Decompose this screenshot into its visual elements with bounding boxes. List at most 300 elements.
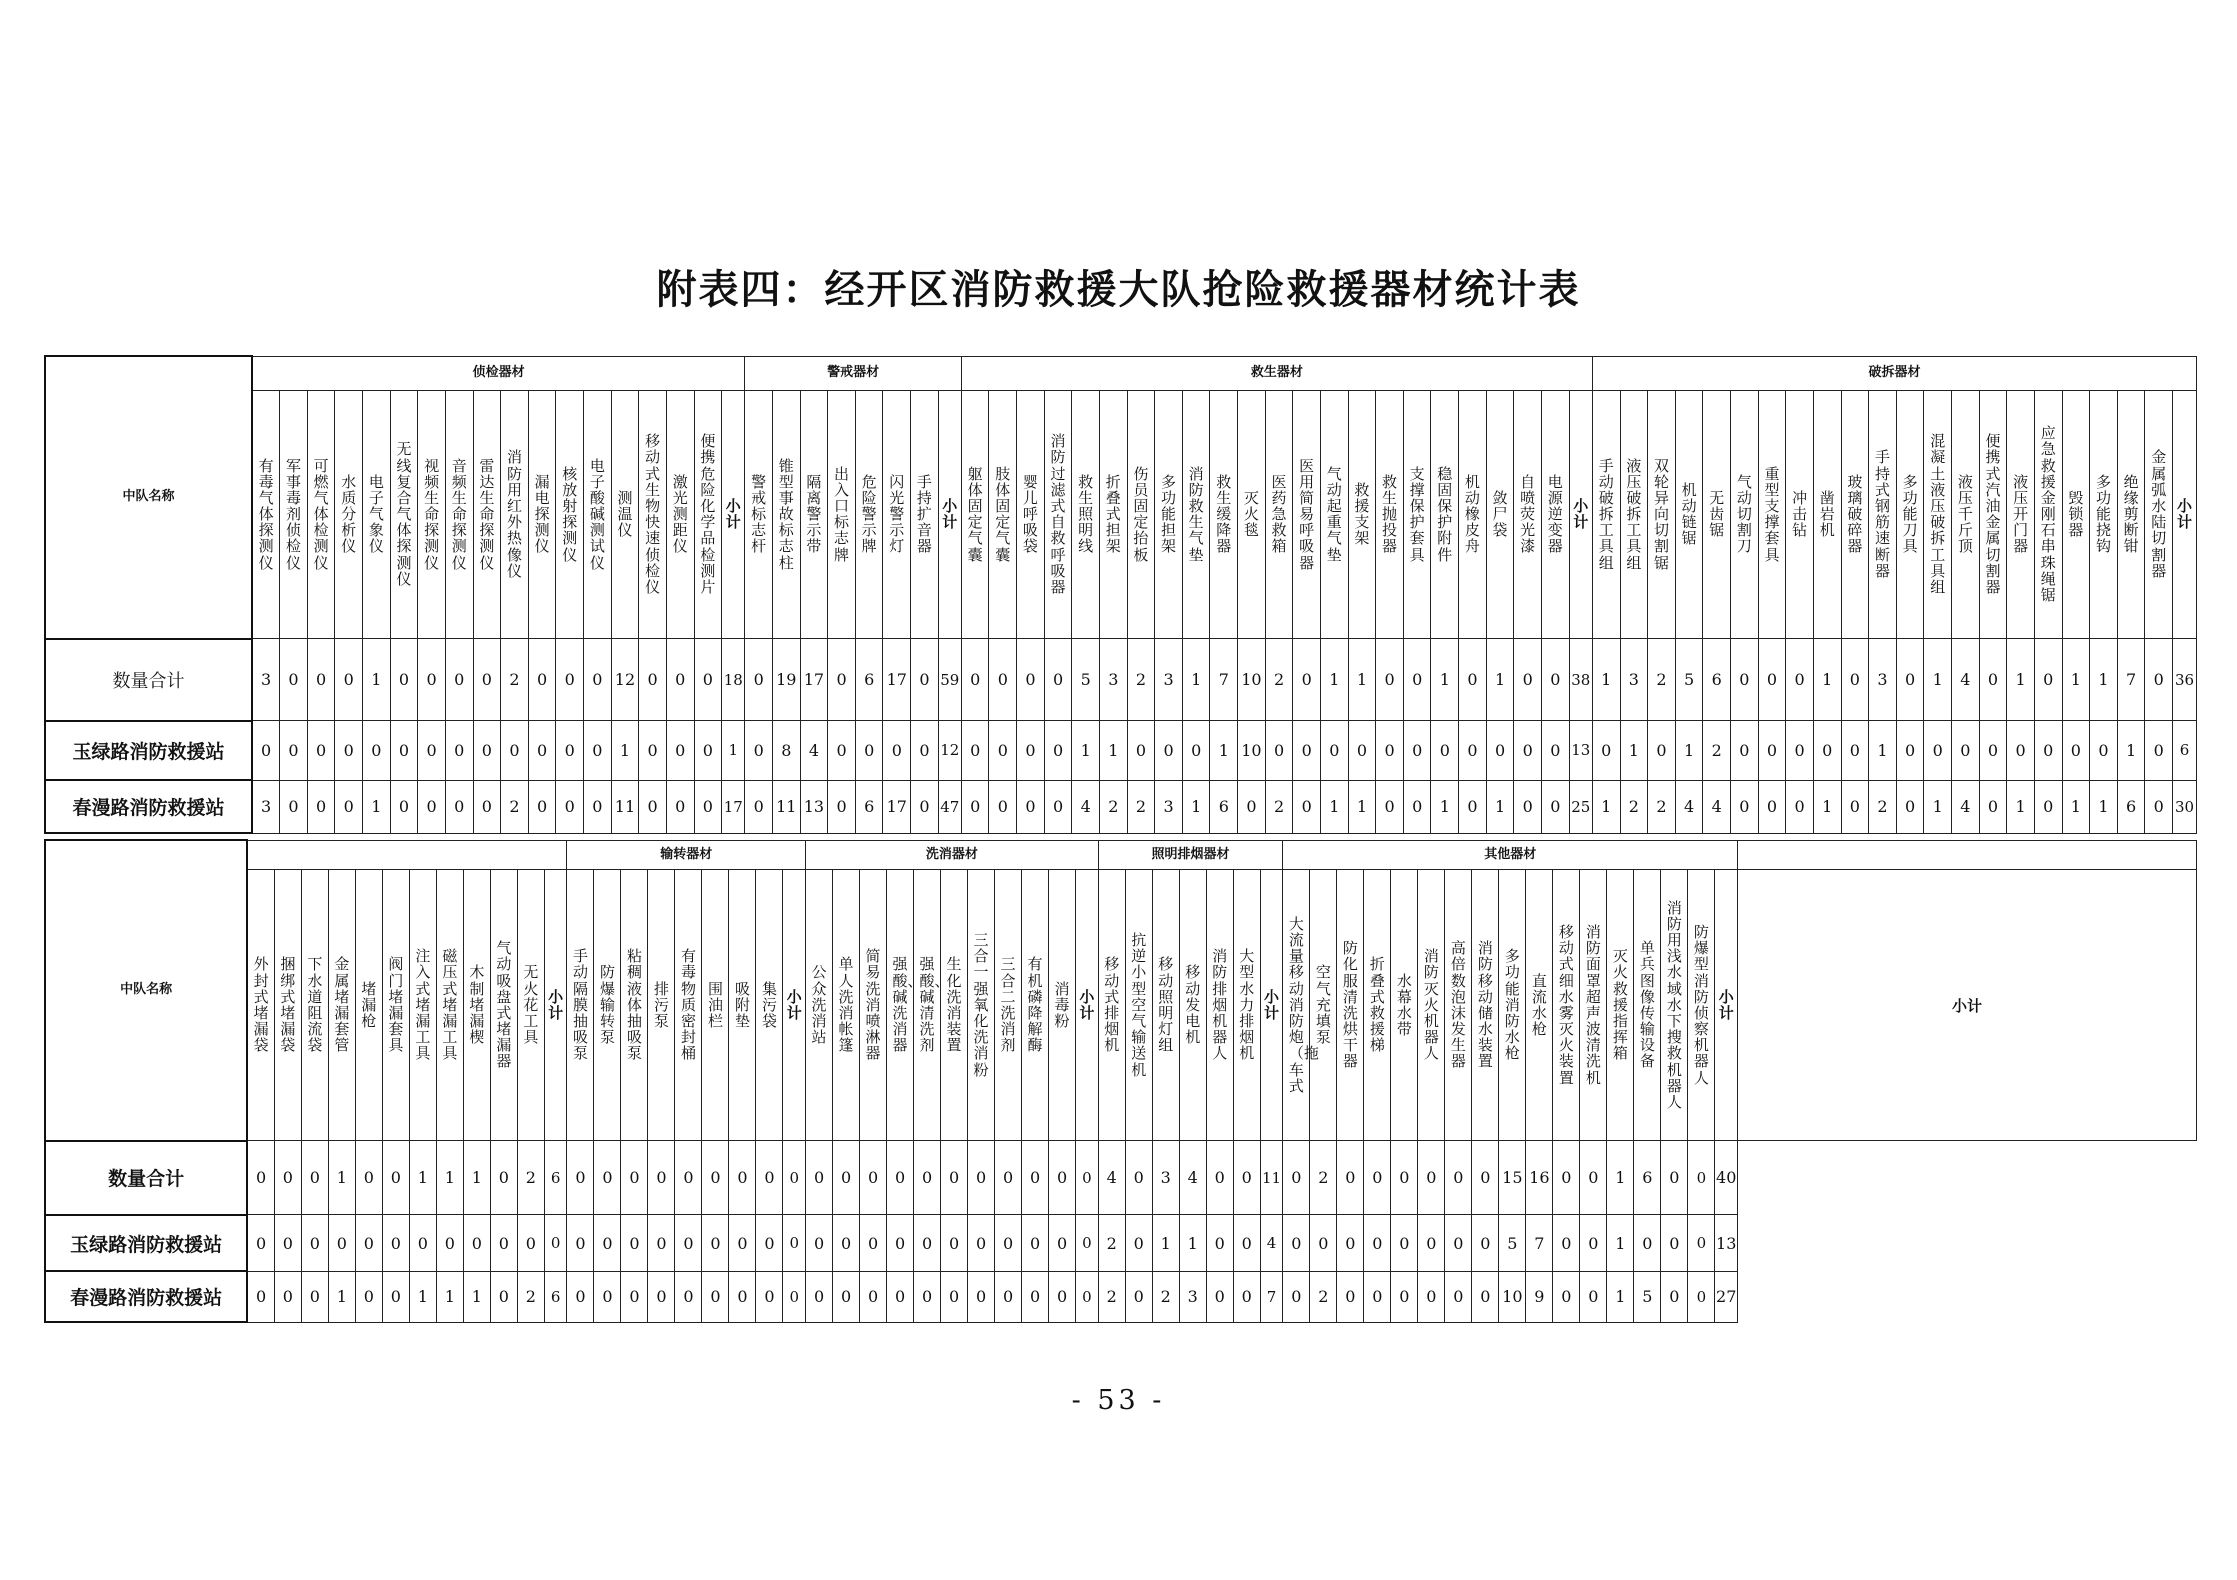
value-cell: 0 (1293, 639, 1321, 721)
value-cell: 3 (1155, 780, 1183, 833)
column-header-label: 抗逆小型空气输送机 (1131, 931, 1147, 1079)
column-header (556, 390, 584, 638)
value-cell: 0 (887, 1215, 914, 1272)
value-cell: 0 (390, 780, 418, 833)
subtotal-cell: 6 (544, 1141, 567, 1215)
value-cell: 0 (355, 1271, 382, 1322)
value-cell: 0 (911, 639, 939, 721)
value-cell: 0 (1127, 721, 1155, 781)
column-header (1979, 390, 2007, 638)
value-cell: 10 (1499, 1271, 1526, 1322)
value-cell: 0 (2145, 780, 2173, 833)
value-cell: 2 (1310, 1271, 1337, 1322)
column-header (1661, 870, 1688, 1141)
column-header-label: 吸附垫 (734, 979, 750, 1030)
subtotal-header-label: 小计 (1573, 496, 1589, 532)
page-number: - 53 - (1071, 1385, 1166, 1416)
value-cell: 0 (2034, 721, 2062, 781)
value-cell: 0 (729, 1141, 756, 1215)
value-cell: 1 (409, 1271, 436, 1322)
column-header (1125, 870, 1152, 1141)
value-cell: 0 (2145, 639, 2173, 721)
subtotal-header (1569, 390, 1592, 638)
column-header (490, 870, 517, 1141)
column-header (1418, 870, 1445, 1141)
row-header: 中队名称 (45, 356, 252, 639)
group-header-blank (1738, 840, 2197, 870)
column-header (1445, 870, 1472, 1141)
value-cell: 10 (1238, 721, 1266, 781)
value-cell: 11 (611, 780, 639, 833)
value-cell: 0 (445, 780, 473, 833)
station-name: 春漫路消防救援站 (45, 780, 252, 833)
value-cell: 0 (594, 1215, 621, 1272)
column-header (1099, 390, 1127, 638)
column-header (436, 870, 463, 1141)
group-header: 照明排烟器材 (1098, 840, 1283, 870)
column-header (675, 870, 702, 1141)
value-cell: 0 (1758, 639, 1786, 721)
column-header (1703, 390, 1731, 638)
column-header (806, 870, 833, 1141)
column-header (1553, 870, 1580, 1141)
column-header-label: 消防用浅水域水下搜救机器人 (1666, 898, 1682, 1111)
column-header-label: 敛尸袋 (1492, 488, 1508, 540)
column-header-label: 便携危险化学品检测片 (700, 432, 716, 596)
column-header (860, 870, 887, 1141)
column-header-label: 消防移动储水装置 (1477, 939, 1493, 1071)
subtotal-cell: 0 (1076, 1141, 1099, 1215)
column-header-label: 金属堵漏套管 (334, 955, 350, 1055)
column-header-label: 玻璃破碎器 (1847, 472, 1863, 556)
value-cell: 0 (1924, 721, 1952, 781)
column-header (1155, 390, 1183, 638)
subtotal-cell: 12 (938, 721, 961, 781)
column-header-label: 高倍数泡沫发生器 (1450, 939, 1466, 1071)
subtotal-cell: 36 (2173, 639, 2197, 721)
value-cell: 0 (247, 1215, 274, 1272)
column-header-label: 手动破拆工具组 (1598, 456, 1614, 572)
column-header-label: 躯体固定气囊 (967, 464, 983, 564)
column-header (648, 870, 675, 1141)
table-row (45, 780, 2197, 833)
value-cell: 2 (1648, 639, 1676, 721)
column-header (989, 390, 1017, 638)
value-cell: 0 (911, 780, 939, 833)
column-header-label: 电源逆变器 (1547, 472, 1563, 556)
value-cell: 6 (855, 780, 883, 833)
value-cell: 0 (666, 721, 694, 781)
value-cell: 2 (501, 639, 529, 721)
value-cell: 0 (567, 1215, 594, 1272)
column-header-label: 双轮异向切割锯 (1653, 456, 1669, 572)
value-cell: 0 (914, 1271, 941, 1322)
column-header-label: 水质分析仪 (341, 472, 357, 556)
column-header (1391, 870, 1418, 1141)
value-cell: 4 (1072, 780, 1100, 833)
column-header-label: 灭火毯 (1243, 488, 1259, 540)
value-cell: 0 (1238, 780, 1266, 833)
value-cell: 0 (989, 780, 1017, 833)
column-header (473, 390, 501, 638)
column-header (1431, 390, 1459, 638)
value-cell: 0 (1125, 1141, 1152, 1215)
column-header-label: 无齿锯 (1709, 488, 1725, 540)
column-header (1283, 870, 1319, 1141)
value-cell: 0 (828, 639, 856, 721)
value-cell: 1 (1607, 1215, 1634, 1272)
column-header-label: 防爆输转泵 (599, 963, 615, 1047)
column-header (666, 390, 694, 638)
value-cell: 0 (1293, 780, 1321, 833)
value-cell: 0 (887, 1271, 914, 1322)
value-cell: 0 (328, 1215, 355, 1272)
value-cell: 2 (1098, 1271, 1125, 1322)
value-cell: 0 (528, 721, 556, 781)
value-cell: 0 (1841, 721, 1869, 781)
column-header-label: 自喷荧光漆 (1520, 472, 1536, 556)
column-header-label: 排污泵 (653, 979, 669, 1030)
value-cell: 0 (1813, 721, 1841, 781)
group-header: 破拆器材 (1592, 356, 2196, 390)
column-header (2117, 390, 2145, 638)
column-header (1731, 390, 1759, 638)
value-cell: 0 (961, 639, 989, 721)
equipment-table-top (44, 355, 2197, 834)
column-header (1152, 870, 1179, 1141)
column-header (1376, 390, 1404, 638)
subtotal-header-label: 小计 (548, 987, 564, 1022)
column-header-label: 有机磷降解酶 (1027, 955, 1043, 1055)
value-cell: 0 (675, 1141, 702, 1215)
value-cell: 0 (1731, 639, 1759, 721)
value-cell: 0 (968, 1141, 995, 1215)
value-cell: 0 (828, 721, 856, 781)
column-header-label: 水幕水带 (1396, 971, 1412, 1039)
column-header (584, 390, 612, 638)
column-header (363, 390, 391, 638)
value-cell: 0 (382, 1215, 409, 1272)
value-cell: 1 (1675, 721, 1703, 781)
value-cell: 0 (1979, 639, 2007, 721)
column-header (1634, 870, 1661, 1141)
value-cell: 0 (1786, 721, 1814, 781)
value-cell: 0 (335, 639, 363, 721)
value-cell: 0 (247, 1141, 274, 1215)
total-cell: 13 (1715, 1215, 1738, 1272)
value-cell: 1 (1486, 639, 1514, 721)
subtotal-header (938, 390, 961, 638)
value-cell: 0 (1486, 721, 1514, 781)
value-cell: 2 (1310, 1141, 1337, 1215)
value-cell: 3 (1620, 639, 1648, 721)
value-cell: 0 (1418, 1215, 1445, 1272)
column-header (1044, 390, 1072, 638)
value-cell: 0 (355, 1141, 382, 1215)
value-cell: 0 (301, 1215, 328, 1272)
column-header (1869, 390, 1897, 638)
column-header-label: 移动式生物快速侦检仪 (645, 432, 661, 596)
column-header-label: 外封式堵漏袋 (253, 955, 269, 1055)
column-header (1049, 870, 1076, 1141)
column-header (729, 870, 756, 1141)
column-header (1017, 390, 1045, 638)
value-cell: 0 (307, 639, 335, 721)
value-cell: 1 (1152, 1215, 1179, 1272)
column-header (1758, 390, 1786, 638)
value-cell: 0 (621, 1141, 648, 1215)
column-header-label: 移动发电机 (1185, 963, 1201, 1047)
column-header (611, 390, 639, 638)
value-cell: 0 (355, 1215, 382, 1272)
value-cell: 0 (914, 1141, 941, 1215)
subtotal-header-label: 小计 (2177, 496, 2193, 532)
value-cell: 0 (621, 1271, 648, 1322)
value-cell: 2 (1265, 639, 1293, 721)
value-cell: 17 (883, 639, 911, 721)
column-header (328, 870, 355, 1141)
group-header-row (45, 356, 2197, 390)
column-header (382, 870, 409, 1141)
value-cell: 0 (702, 1271, 729, 1322)
value-cell: 2 (1265, 780, 1293, 833)
value-cell: 0 (694, 721, 722, 781)
column-header-label: 磁压式堵漏工具 (442, 947, 458, 1063)
table-row (45, 721, 2197, 781)
value-cell: 0 (1376, 721, 1404, 781)
subtotal-header-label: 小计 (942, 496, 958, 532)
value-cell: 1 (2062, 639, 2090, 721)
value-cell: 0 (1265, 721, 1293, 781)
column-header-label: 婴儿呼吸袋 (1022, 472, 1038, 556)
value-cell: 0 (1592, 721, 1620, 781)
value-cell: 3 (1099, 639, 1127, 721)
value-cell: 0 (806, 1271, 833, 1322)
column-header-label: 消防灭火机器人 (1423, 947, 1439, 1063)
column-header-label: 折叠式担架 (1105, 472, 1121, 556)
value-cell: 1 (1592, 780, 1620, 833)
value-cell: 1 (2007, 780, 2035, 833)
value-cell: 0 (995, 1141, 1022, 1215)
value-cell: 0 (1786, 780, 1814, 833)
value-cell: 5 (1675, 639, 1703, 721)
column-header-label: 移动式排烟机 (1104, 955, 1120, 1055)
value-cell: 1 (2090, 780, 2118, 833)
value-cell: 0 (745, 721, 773, 781)
column-header (594, 870, 621, 1141)
value-cell: 0 (556, 780, 584, 833)
value-cell: 0 (729, 1215, 756, 1272)
value-cell: 0 (1758, 780, 1786, 833)
column-header-label: 测温仪 (617, 488, 633, 540)
value-cell: 0 (1418, 1271, 1445, 1322)
column-header (1472, 870, 1499, 1141)
value-cell: 0 (1233, 1215, 1260, 1272)
value-cell: 0 (1403, 639, 1431, 721)
column-header (745, 390, 773, 638)
value-cell: 0 (1472, 1141, 1499, 1215)
column-header-label: 多功能担架 (1161, 472, 1177, 556)
value-cell: 0 (941, 1141, 968, 1215)
column-header-label: 多功能刀具 (1902, 472, 1918, 556)
value-cell: 5 (1072, 639, 1100, 721)
value-cell: 0 (860, 1215, 887, 1272)
column-header (1022, 870, 1049, 1141)
value-cell: 0 (883, 721, 911, 781)
column-header-label: 电子酸碱测试仪 (589, 456, 605, 572)
value-cell: 0 (2034, 639, 2062, 721)
subtotal-cell: 17 (722, 780, 745, 833)
column-header-label: 公众洗消站 (811, 963, 827, 1047)
value-cell: 1 (1620, 721, 1648, 781)
value-cell: 2 (517, 1141, 544, 1215)
column-header-label: 警戒标志杆 (751, 472, 767, 556)
column-header (1403, 390, 1431, 638)
value-cell: 4 (800, 721, 828, 781)
subtotal-cell: 18 (722, 639, 745, 721)
value-cell: 12 (611, 639, 639, 721)
column-header-label: 漏电探测仪 (534, 472, 550, 556)
value-cell: 0 (473, 721, 501, 781)
value-cell: 0 (594, 1141, 621, 1215)
value-cell: 0 (1896, 721, 1924, 781)
column-header (1337, 870, 1364, 1141)
column-header-label: 三合一强氧化洗消粉 (973, 931, 989, 1079)
subtotal-cell: 59 (938, 639, 961, 721)
column-header (247, 870, 274, 1141)
subtotal-cell: 0 (1688, 1215, 1715, 1272)
subtotal-cell: 0 (544, 1215, 567, 1272)
item-header-row (45, 870, 2197, 1141)
value-cell: 1 (1182, 639, 1210, 721)
subtotal-header (2173, 390, 2197, 638)
value-cell: 15 (1499, 1141, 1526, 1215)
column-header (2034, 390, 2062, 638)
value-cell: 0 (1634, 1215, 1661, 1272)
subtotal-cell: 7 (1260, 1271, 1283, 1322)
value-cell: 0 (1125, 1271, 1152, 1322)
value-cell: 0 (1472, 1271, 1499, 1322)
value-cell: 0 (567, 1271, 594, 1322)
value-cell: 4 (1703, 780, 1731, 833)
value-cell: 0 (1553, 1215, 1580, 1272)
subtotal-cell: 0 (783, 1215, 806, 1272)
column-header-label: 液压千斤顶 (1957, 472, 1973, 556)
subtotal-cell: 0 (1688, 1141, 1715, 1215)
station-name: 玉绿路消防救援站 (45, 721, 252, 781)
column-header (1813, 390, 1841, 638)
value-cell: 0 (1418, 1141, 1445, 1215)
column-header-label: 军事毒剂侦检仪 (285, 456, 301, 572)
page-title: 附表四：经开区消防救援大队抢险救援器材统计表 (656, 266, 1581, 313)
subtotal-cell: 1 (722, 721, 745, 781)
column-header (1098, 870, 1125, 1141)
value-cell: 0 (1445, 1271, 1472, 1322)
value-cell: 0 (436, 1215, 463, 1272)
column-header-label: 视频生命探测仪 (424, 456, 440, 572)
value-cell: 0 (1391, 1141, 1418, 1215)
value-cell: 0 (675, 1215, 702, 1272)
column-header-label: 便携式汽油金属切割器 (1985, 432, 2001, 596)
column-header-label: 有毒气体探测仪 (258, 456, 274, 572)
column-header (914, 870, 950, 1141)
value-cell: 0 (280, 721, 308, 781)
value-cell: 0 (1049, 1141, 1076, 1215)
column-header (855, 390, 883, 638)
value-cell: 0 (1896, 780, 1924, 833)
value-cell: 0 (280, 639, 308, 721)
value-cell: 1 (2090, 639, 2118, 721)
column-header (390, 390, 418, 638)
value-cell: 0 (1541, 721, 1569, 781)
value-cell: 0 (335, 780, 363, 833)
column-header-label: 无火花工具 (523, 963, 539, 1047)
value-cell: 0 (1017, 721, 1045, 781)
value-cell: 2 (1127, 780, 1155, 833)
value-cell: 0 (860, 1271, 887, 1322)
column-header-label: 灭火救援指挥箱 (1612, 947, 1628, 1063)
value-cell: 0 (1391, 1271, 1418, 1322)
value-cell: 0 (639, 639, 667, 721)
value-cell: 2 (1869, 780, 1897, 833)
column-header-label: 消防救生气垫 (1188, 464, 1204, 564)
value-cell: 0 (1044, 639, 1072, 721)
column-header (2007, 390, 2035, 638)
value-cell: 0 (1553, 1141, 1580, 1215)
column-header (1348, 390, 1376, 638)
column-header-label: 气动起重气垫 (1326, 464, 1342, 564)
value-cell: 4 (1952, 639, 1980, 721)
value-cell: 0 (1283, 1215, 1310, 1272)
value-cell: 0 (1445, 1215, 1472, 1272)
value-cell: 0 (941, 1271, 968, 1322)
value-cell: 1 (1813, 780, 1841, 833)
value-cell: 0 (1553, 1271, 1580, 1322)
column-header (355, 870, 382, 1141)
value-cell: 1 (328, 1141, 355, 1215)
value-cell: 0 (1979, 721, 2007, 781)
value-cell: 0 (1459, 721, 1487, 781)
value-cell: 0 (639, 721, 667, 781)
subtotal-cell: 13 (1569, 721, 1592, 781)
value-cell: 2 (1703, 721, 1731, 781)
value-cell: 0 (1514, 780, 1542, 833)
value-cell: 0 (274, 1271, 301, 1322)
column-header (1688, 870, 1715, 1141)
value-cell: 0 (1017, 639, 1045, 721)
column-header-label: 医药急救箱 (1271, 472, 1287, 556)
column-header (1648, 390, 1676, 638)
column-header (1210, 390, 1238, 638)
value-cell: 0 (833, 1271, 860, 1322)
column-header-label: 危险警示牌 (861, 472, 877, 556)
value-cell: 0 (1044, 721, 1072, 781)
value-cell: 0 (335, 721, 363, 781)
value-cell: 0 (1320, 721, 1348, 781)
column-header (1841, 390, 1869, 638)
column-header-label: 液压开门器 (2013, 472, 2029, 556)
value-cell: 0 (675, 1271, 702, 1322)
subtotal-cell: 38 (1569, 639, 1592, 721)
value-cell: 0 (490, 1215, 517, 1272)
value-cell: 0 (1376, 639, 1404, 721)
column-header (941, 870, 968, 1141)
subtotal-header (1260, 870, 1283, 1141)
column-header-label: 无线复合气体探测仪 (396, 440, 412, 588)
value-cell: 0 (418, 721, 446, 781)
column-header (528, 390, 556, 638)
column-header-label: 应急救援金刚石串珠绳锯 (2040, 424, 2056, 605)
